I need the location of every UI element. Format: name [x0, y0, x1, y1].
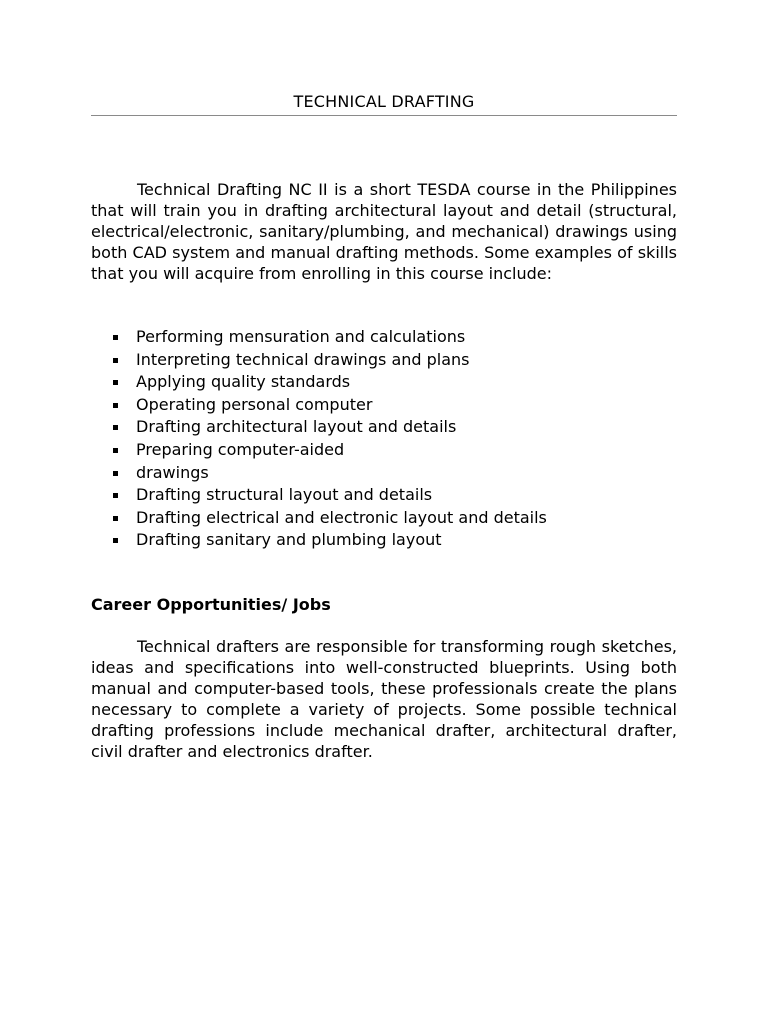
square-bullet-icon	[113, 403, 118, 408]
square-bullet-icon	[113, 538, 118, 543]
list-item	[91, 507, 677, 530]
list-item	[91, 349, 677, 372]
skill-text: Drafting electrical and electronic layout and details	[136, 507, 547, 527]
square-bullet-icon	[113, 425, 118, 430]
list-item	[91, 394, 677, 417]
square-bullet-icon	[113, 493, 118, 498]
square-bullet-icon	[113, 448, 118, 453]
square-bullet-icon	[113, 380, 118, 385]
careers-heading: Career Opportunities/ Jobs	[91, 595, 331, 614]
list-item	[91, 462, 677, 485]
skill-text: Interpreting technical drawings and plans	[136, 349, 470, 369]
skill-text: Preparing computer-aided	[136, 439, 345, 459]
list-item	[91, 416, 677, 439]
skill-text: Drafting sanitary and plumbing layout	[136, 530, 442, 550]
skills-list	[91, 326, 677, 552]
square-bullet-icon	[113, 471, 118, 476]
square-bullet-icon	[113, 516, 118, 521]
title-underline	[91, 115, 677, 116]
skill-text: Applying quality standards	[136, 372, 351, 392]
skill-text: Operating personal computer	[136, 394, 373, 414]
skill-text: Drafting architectural layout and details	[136, 417, 457, 437]
list-item	[91, 326, 677, 349]
intro-paragraph: Technical Drafting NC II is a short TESDA course in the Philippines that will train you in drafting architectural layout and detail (structural, electrical/electronic, sanitary/plumbing, and mechanical) drawings using both CAD system and manual drafting methods. Some examples of skills that you will acquire from enrolling in this course include:	[91, 180, 677, 283]
list-item	[91, 529, 677, 552]
skill-text: Drafting structural layout and details	[136, 485, 433, 505]
list-item	[91, 484, 677, 507]
list-item	[91, 371, 677, 394]
square-bullet-icon	[113, 335, 118, 340]
skill-text: drawings	[136, 462, 209, 482]
skill-text: Performing mensuration and calculations	[136, 327, 466, 346]
document-title: TECHNICAL DRAFTING	[293, 92, 475, 111]
square-bullet-icon	[113, 358, 118, 363]
list-item	[91, 439, 677, 462]
careers-paragraph: Technical drafters are responsible for transforming rough sketches, ideas and specifications into well-constructed blueprints. Using both manual and computer-based tools, these professionals create the plans necessary to complete a variety of projects. Some possible technical drafting professions include mechanical drafter, architectural drafter, civil drafter and electronics drafter.	[91, 637, 677, 761]
